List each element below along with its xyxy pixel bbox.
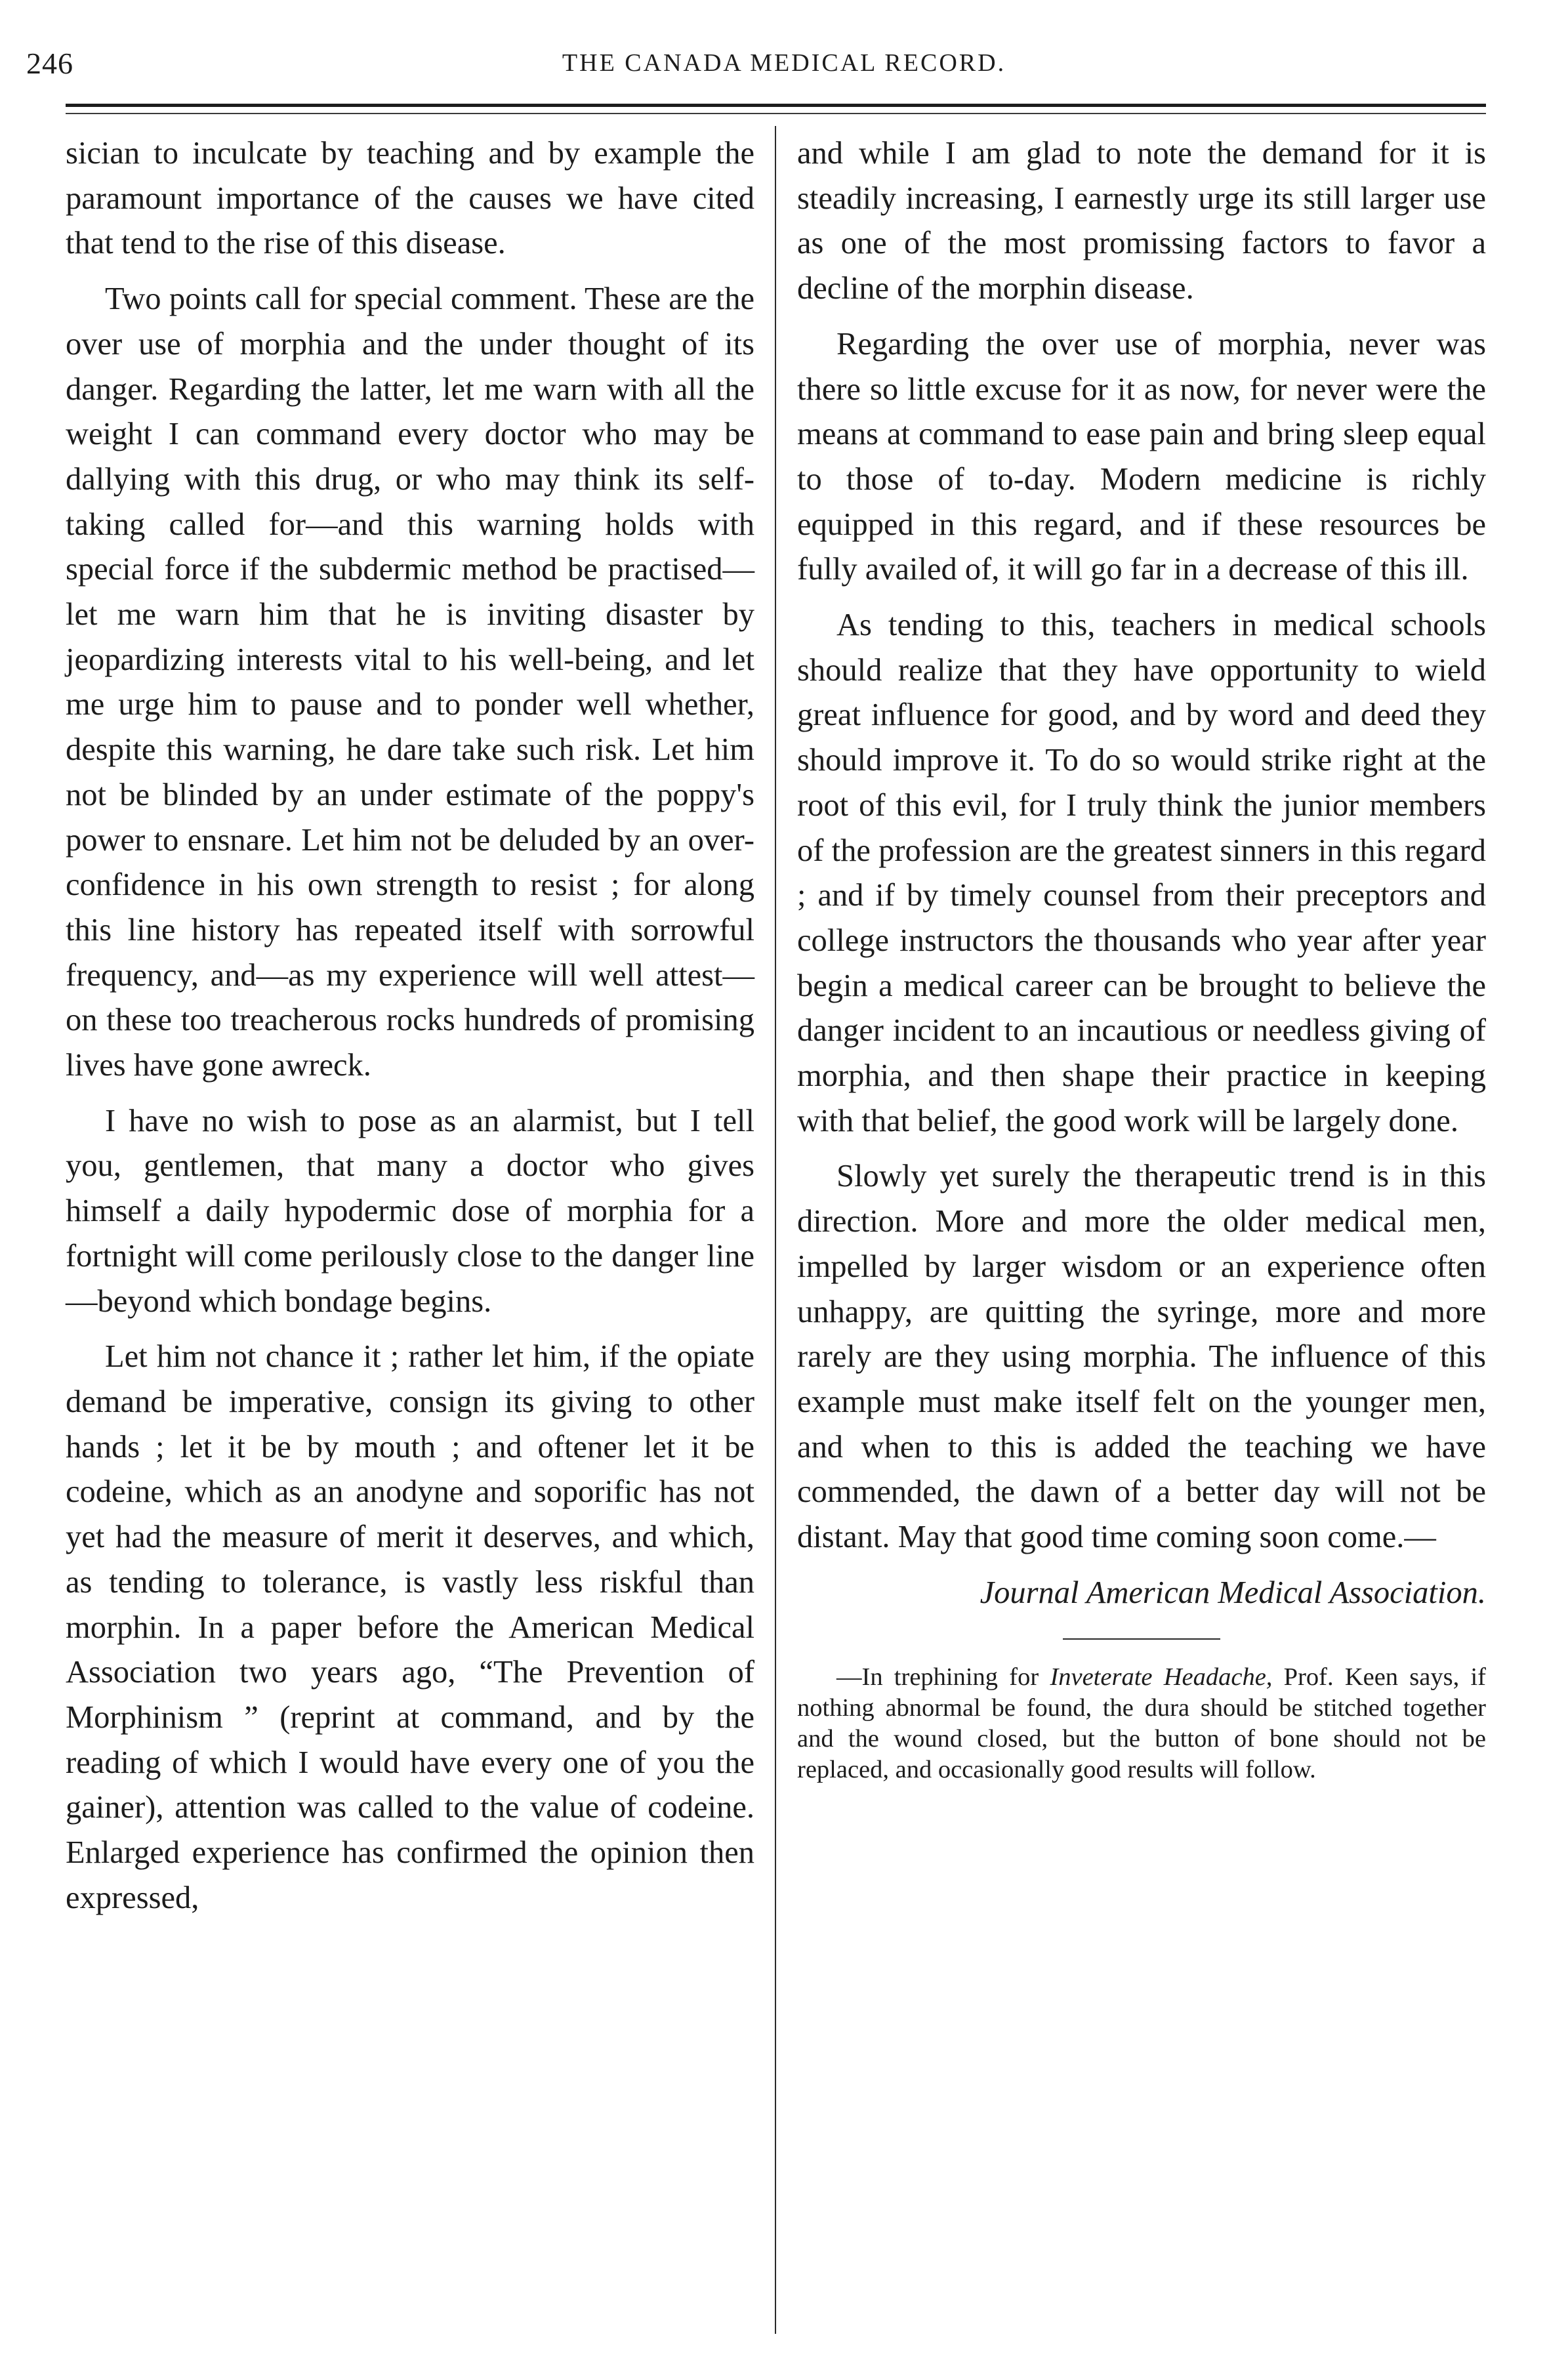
paragraph: I have no wish to pose as an alarmist, but I tell you, gentlemen, that many a doctor who gives himself a daily hypodermic dose of morphia for a fortnight will come perilously close to the danger line—beyond which bondage begins.	[66, 1103, 754, 1319]
page-number: 246	[26, 47, 73, 80]
paragraph: sician to inculcate by teaching and by example the paramount importance of the causes we have cited that tend to the rise of this disease.	[66, 136, 754, 261]
journal-title: THE CANADA MEDICAL RECORD.	[562, 49, 1006, 77]
header-rule-thin	[66, 113, 1486, 114]
right-column	[797, 131, 1486, 1796]
footnote-rest: Prof. Keen says, if nothing abnormal be found, the dura should be stitched together and the wound closed, but the button of bone should not be replaced, and occasionally good results will follow.	[797, 1663, 1486, 1783]
column-divider	[775, 126, 776, 2334]
paragraph: and while I am glad to note the demand for it is steadily increasing, I earnestly urge its still larger use as one of the most promissing factors to favor a decline of the morphin disease.	[797, 136, 1486, 306]
footnote	[797, 1662, 1486, 1785]
paragraph: Let him not chance it ; rather let him, if the opiate demand be imperative, consign its giving to other hands ; let it be by mouth ; and oftener let it be codeine, which as an anodyne and soporific has not yet had the measure of merit it deserves, and which, as tending to tolerance, is vastly less riskful than morphin. In a paper before the American Medical Association two years ago, “The Prevention of Morphinism ” (reprint at command, and by the reading of which I would have every one of you the gainer), attention was called to the value of codeine. Enlarged experience has confirmed the opinion then expressed,	[66, 1339, 754, 1915]
footnote-lead: —In trephining for	[836, 1663, 1050, 1691]
paragraph: Regarding the over use of morphia, never was there so little excuse for it as now, for never were the means at command to ease pain and bring sleep equal to those of to-day. Modern medicine is richly equipped in this regard, and if these resources be fully availed of, it will go far in a decrease of this ill.	[797, 326, 1486, 587]
source-citation	[797, 1571, 1486, 1616]
left-column	[66, 131, 754, 1931]
paragraph: As tending to this, teachers in medical schools should realize that they have opportunity to wield great influence for good, and by word and deed they should improve it. To do so would strike right at the root of this evil, for I truly think the junior members of the profession are the greatest sinners in this regard ; and if by timely counsel from their preceptors and college instructors the thousands who year after year begin a medical career can be brought to believe the danger incident to an incautious or needless giving of morphia, and then shape their practice in keeping with that belief, the good work will be largely done.	[797, 608, 1486, 1138]
source-citation-text: Journal American Medical Association.	[980, 1575, 1486, 1610]
section-rule	[1063, 1638, 1220, 1640]
paragraph: Slowly yet surely the therapeutic trend is in this direction. More and more the older medical men, impelled by larger wisdom or an experience often unhappy, are quitting the syringe, more and more rarely are they using morphia. The influence of this example must make itself felt on the younger men, and when to this is added the teaching we have commended, the dawn of a better day will not be distant. May that good time coming soon come.—	[797, 1159, 1486, 1555]
header-rule	[66, 104, 1486, 107]
paragraph: Two points call for special comment. These are the over use of morphia and the under thought of its danger. Regarding the latter, let me warn with all the weight I can command every doctor who may be dallying with this drug, or who may think its self-taking called for—and this warning holds with special force if the subdermic method be practised—let me warn him that he is inviting disaster by jeopardizing interests vital to his well-being, and let me urge him to pause and to ponder well whether, despite this warning, he dare take such risk. Let him not be blinded by an under estimate of the poppy's power to ensnare. Let him not be deluded by an over-confidence in his own strength to resist ; for along this line history has repeated itself with sorrowful frequency, and—as my experience will well attest—on these too treacherous rocks hundreds of promising lives have gone awreck.	[66, 281, 754, 1083]
footnote-emphasis: Inveterate Headache,	[1050, 1663, 1273, 1691]
